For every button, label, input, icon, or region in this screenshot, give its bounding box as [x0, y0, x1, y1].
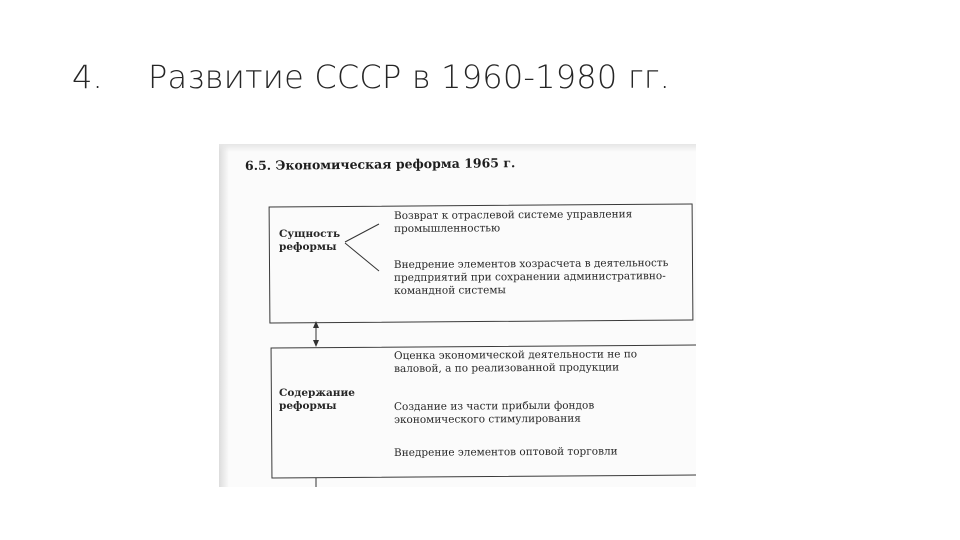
link-arrow-head-down [313, 340, 319, 347]
connector-lines [219, 144, 696, 487]
label-line: реформы [279, 241, 337, 253]
item-line: Внедрение элементов оптовой торговли [393, 445, 618, 459]
item-line: Создание из части прибыли фондов [393, 399, 595, 414]
content-item-wholesale-trade [394, 445, 618, 460]
item-line: Возврат к отраслевой системе управления [393, 208, 633, 223]
label-line: Содержание [279, 387, 355, 399]
scanned-diagram [219, 144, 696, 487]
slide-title-text: Развитие СССР в 1960-1980 гг. [148, 58, 670, 96]
slide-number: 4. [72, 58, 103, 96]
item-line: экономического стимулирования [394, 412, 581, 426]
label-line: реформы [279, 400, 337, 412]
item-line: валовой, а по реализованной продукции [394, 361, 620, 375]
item-line: промышленностью [394, 222, 501, 235]
content-item-sold-output [394, 348, 637, 376]
label-line: Сущность [279, 228, 341, 240]
essence-item-self-financing [394, 257, 669, 298]
item-line: предприятий при сохранении административно- [393, 270, 666, 284]
block-essence-label [279, 228, 340, 254]
item-line: Оценка экономической деятельности не по [393, 348, 638, 363]
block-content-label [279, 387, 355, 413]
item-line: Внедрение элементов хозрасчета в деятельность [393, 257, 669, 272]
diagram-heading: 6.5. Экономическая реформа 1965 г. [244, 155, 516, 173]
branch-line-upper [345, 224, 379, 242]
essence-item-branch-system [394, 208, 632, 236]
slide-title [72, 58, 670, 96]
branch-line-lower [345, 243, 379, 271]
item-line: командной системы [394, 284, 506, 297]
content-item-incentive-funds [394, 400, 594, 427]
link-arrow-head-up [313, 321, 319, 328]
